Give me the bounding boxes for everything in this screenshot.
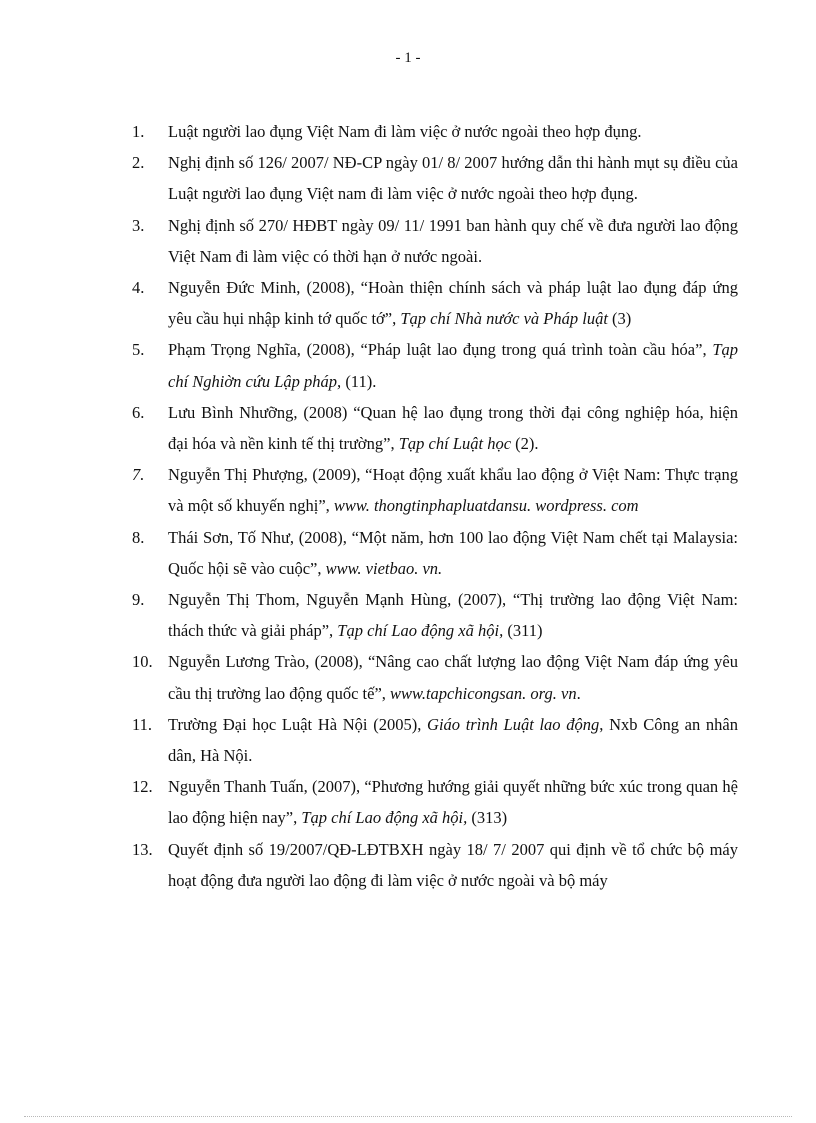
reference-item: [132, 397, 738, 459]
reference-item: [132, 584, 738, 646]
reference-text-segment: .: [576, 683, 581, 703]
reference-text-segment: (311): [503, 621, 543, 641]
reference-list: [132, 116, 738, 896]
reference-item: [132, 116, 738, 147]
reference-text: [168, 771, 738, 833]
reference-text-segment: (313): [467, 808, 508, 828]
reference-source-title: Tạp chí Nghiờn cứu Lập pháp,: [168, 340, 738, 391]
reference-text: [168, 210, 738, 272]
reference-text-segment: Phạm Trọng Nghĩa, (2008), “Pháp luật lao đụng trong quá trình toàn cầu hóa”,: [168, 340, 713, 360]
reference-number: 12.: [132, 777, 153, 797]
reference-text-segment: Nghị định số 126/ 2007/ NĐ-CP ngày 01/ 8/ 2007 hướng dẫn thi hành mụt sụ điều của Luật người lao đụng Việt nam đi làm việc ở nước ngoài theo hợp đụng.: [168, 153, 738, 204]
reference-number: 5.: [132, 340, 145, 360]
reference-source-title: Tạp chí Luật học: [398, 434, 512, 454]
reference-item: [132, 709, 738, 771]
reference-text-segment: Nguyễn Thị Thom, Nguyễn Mạnh Hùng, (2007), “Thị trường lao động Việt Nam: thách thức và giải pháp”,: [168, 590, 738, 641]
reference-text-segment: (3): [607, 309, 632, 329]
reference-text-segment: Nguyễn Thị Phượng, (2009), “Hoạt động xuất khẩu lao động ở Việt Nam: Thực trạng và một số khuyến nghị”,: [168, 465, 738, 516]
reference-item: [132, 210, 738, 272]
reference-text-segment: Nghị định số 270/ HĐBT ngày 09/ 11/ 1991 ban hành quy chế về đưa người lao động Việt Nam đi làm việc có thời hạn ở nước ngoài.: [168, 215, 738, 266]
reference-text: [168, 147, 738, 209]
reference-text: [168, 646, 738, 708]
reference-item: [132, 272, 738, 334]
reference-item: [132, 459, 738, 521]
reference-number: 11.: [132, 714, 153, 734]
reference-text: [168, 522, 738, 584]
reference-number: 13.: [132, 839, 153, 859]
reference-text-segment: Nguyễn Lương Trào, (2008), “Nâng cao chất lượng lao động Việt Nam đáp ứng yêu cầu thị trường lao động quốc tế”,: [168, 652, 738, 703]
reference-text-segment: (2).: [511, 434, 539, 454]
reference-text-segment: Thái Sơn, Tố Như, (2008), “Một năm, hơn 100 lao động Việt Nam chết tại Malaysia: Quốc hội sẽ vào cuộc”,: [168, 527, 738, 578]
reference-source-title: Tạp chí Lao động xã hội,: [337, 621, 504, 641]
reference-text: [168, 834, 738, 896]
reference-number: 10.: [132, 652, 153, 672]
reference-item: [132, 334, 738, 396]
reference-source-title: Tạp chí Nhà nước và Pháp luật: [400, 309, 608, 329]
reference-number: 3.: [132, 215, 145, 235]
reference-text-segment: (11).: [341, 371, 377, 391]
reference-number: 9.: [132, 590, 145, 610]
reference-number: 7.: [132, 465, 145, 485]
reference-number: 4.: [132, 278, 145, 298]
reference-source-title: Tạp chí Lao động xã hội,: [301, 808, 468, 828]
reference-item: [132, 834, 738, 896]
reference-text-segment: Luật người lao đụng Việt Nam đi làm việc ở nước ngoài theo hợp đụng.: [168, 122, 642, 141]
reference-text: [168, 272, 738, 334]
reference-text-segment: Quyết định số 19/2007/QĐ-LĐTBXH ngày 18/ 7/ 2007 qui định về tổ chức bộ máy hoạt động đưa người lao động đi làm việc ở nước ngoài và bộ máy: [168, 839, 738, 890]
reference-source-title: Giáo trình Luật lao động: [427, 714, 600, 734]
reference-item: [132, 646, 738, 708]
reference-number: 6.: [132, 402, 145, 422]
page-bottom-divider: [24, 1116, 792, 1117]
reference-item: [132, 771, 738, 833]
reference-source-title: www.tapchicongsan. org. vn: [390, 683, 577, 703]
reference-source-title: www. thongtinphapluatdansu. wordpress. com: [333, 496, 639, 516]
reference-source-title: www. vietbao. vn.: [325, 558, 443, 578]
reference-number: 1.: [132, 122, 145, 141]
reference-text: [168, 709, 738, 771]
reference-text: [168, 459, 738, 521]
reference-item: [132, 147, 738, 209]
reference-text-segment: Lưu Bình Nhưỡng, (2008) “Quan hệ lao đụng trong thời đại công nghiệp hóa, hiện đại hóa và nền kinh tế thị trường”,: [168, 402, 738, 454]
reference-number: 2.: [132, 153, 145, 173]
reference-text: [168, 397, 738, 459]
reference-text-segment: Nguyễn Thanh Tuấn, (2007), “Phương hướng giải quyết những bức xúc trong quan hệ lao động hiện nay”,: [168, 777, 738, 828]
reference-item: [132, 522, 738, 584]
reference-text-segment: , Nxb Công an nhân dân, Hà Nội.: [168, 714, 738, 766]
reference-text: [168, 334, 738, 396]
reference-text-segment: Nguyễn Đức Minh, (2008), “Hoàn thiện chính sách và pháp luật lao đụng đáp ứng yêu cầu hụi nhập kinh tớ quốc tớ”,: [168, 278, 738, 329]
reference-text-segment: Trường Đại học Luật Hà Nội (2005),: [168, 714, 428, 734]
reference-number: 8.: [132, 527, 145, 547]
page-number: - 1 -: [395, 50, 421, 66]
reference-text: [168, 584, 738, 646]
reference-text: [168, 116, 738, 147]
